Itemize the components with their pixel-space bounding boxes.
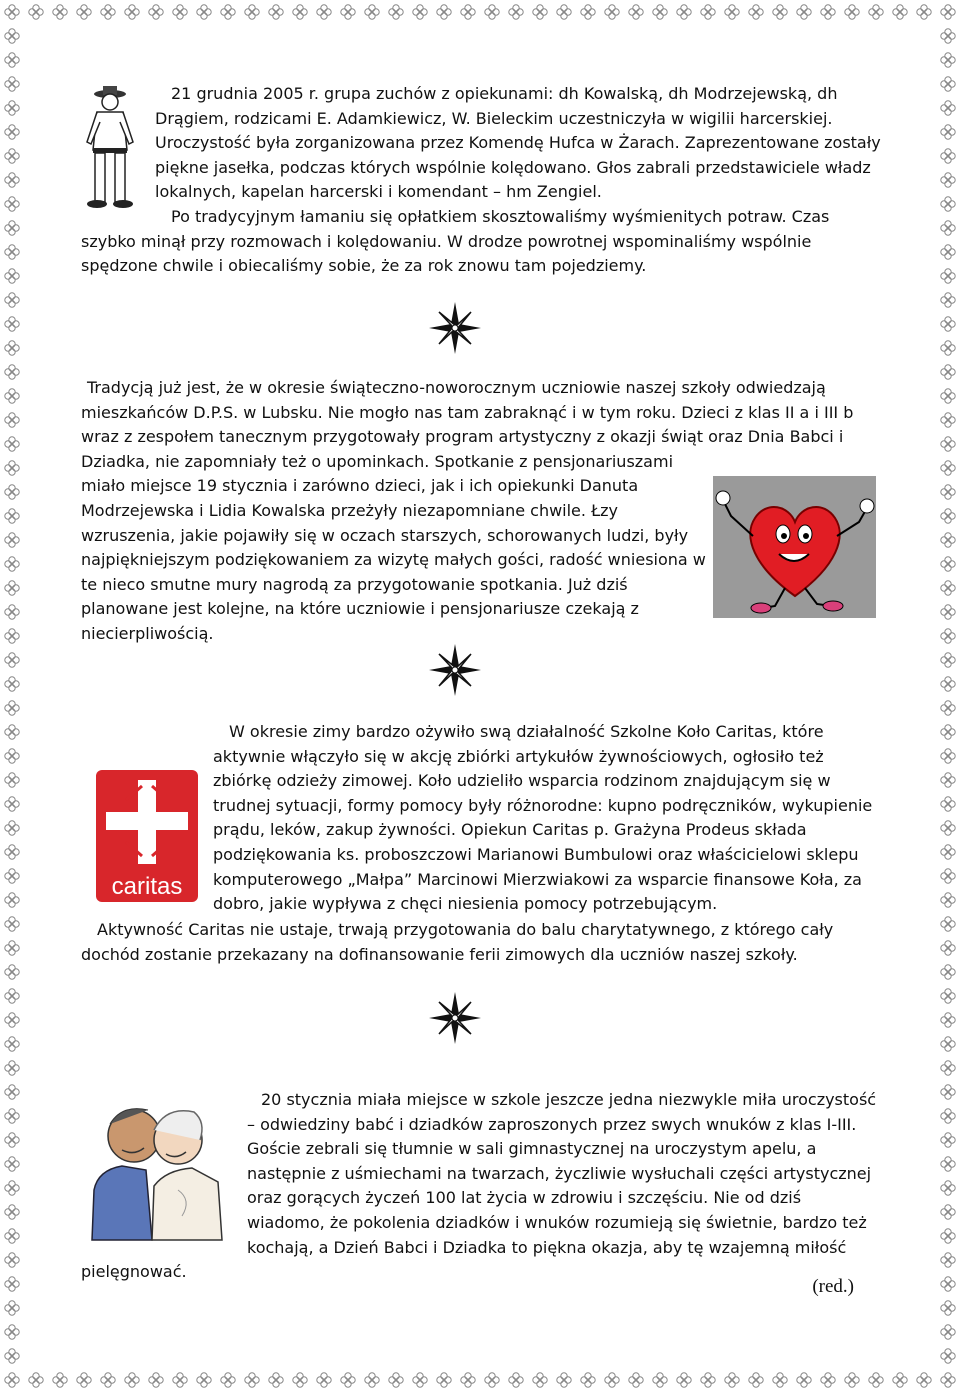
article-scouts (81, 82, 881, 279)
compass-star-icon (429, 302, 481, 354)
article-scouts-paragraph-1: 21 grudnia 2005 r. grupa zuchów z opiekunami: dh Kowalską, dh Modrzejewską, dh Drągiem, rodzicami E. Adamkiewicz, W. Bieleckim uczestniczyła w wigilii harcerskiej. Uroczystość była zorganizowana przez Komendę Hufca w Żarach. Zaprezentowane zostały piękne jasełka, podczas których wspólnie kolędowano. Głos zabrali przedstawiciele władz lokalnych, kapelan harcerski i komendant – hm Zengiel. (155, 84, 881, 202)
article-dps-visit-paragraph: Tradycją już jest, że w okresie świąteczno-noworocznym uczniowie naszej szkoły odwiedzają mieszkańców D.P.S. w Lubsku. Nie mogło nas tam zabraknąć i w tym roku. Dzieci z klas II a i III b wraz z zespołem tanecznym przygotowały program artystyczny z okazji świąt oraz Dnia Babci i Dziadka, nie zapomniały też o upominkach. Spotkanie z pensjonariuszami miało miejsce 19 stycznia i zarówno dzieci, jak i ich opiekunki Danuta Modrzejewska i Lidia Kowalska przeżyły niezapomniane chwile. Łzy wzruszenia, jakie pojawiły się w oczach starszych, schorowanych ludzi, były najpiękniejszym podziękowaniem za wizytę małych gości, radość wniesiona w te nieco smutne mury nagrodą za przygotowanie spotkania. Już dziś planowane jest kolejne, na które uczniowie i pensjonariusze czekają z niecierpliwością. (81, 378, 854, 643)
article-caritas-paragraph-1: W okresie zimy bardzo ożywiło swą działalność Szkolne Koło Caritas, które aktywnie włączyło się w akcję zbiórki artykułów żywnościowych, ogłosiło też zbiórkę odzieży zimowej. Koło udzieliło wsparcia rodzinom znajdującym się w trudnej sytuacji, formy pomocy były różnorodne: kupno podręczników, wykupienie prądu, leków, zakup żywności. Opiekun Caritas p. Grażyna Prodeus składa podziękowania ks. proboszczowi Marianowi Bumbulowi oraz właścicielowi sklepu komputerowego „Małpa” Marcinowi Mierzwiakowi za wsparcie finansowe Koła, za dobro, jakie wypływa z chęci niesienia pomocy potrzebującym. (213, 722, 873, 914)
compass-star-icon (429, 644, 481, 696)
article-caritas (81, 720, 881, 967)
signature: (red.) (812, 1276, 854, 1297)
caritas-logo (96, 770, 198, 902)
elderly-couple-icon (82, 1090, 230, 1242)
dancing-heart-icon (713, 476, 876, 618)
compass-star-icon (429, 992, 481, 1044)
article-caritas-paragraph-2: Aktywność Caritas nie ustaje, trwają przygotowania do balu charytatywnego, z którego cały dochód zostanie przekazany na dofinansowanie ferii zimowych dla uczniów naszej szkoły. (81, 920, 834, 964)
caritas-logo-text: caritas (111, 873, 183, 900)
article-grandparents-day-paragraph: 20 stycznia miała miejsce w szkole jeszcze jedna niezwykle miła uroczystość – odwiedziny babć i dziadków zaproszonych przez swych wnuków z klas I-III. Goście zebrali się tłumnie w sali gimnastycznej na uroczystym apelu, a następnie z uśmiechami na twarzach, życzliwie wysłuchali części artystycznej oraz gorących życzeń 100 lat życia w zdrowiu i szczęściu. Nie od dziś wiadomo, że pokolenia dziadków i wnuków rozumieją się świetnie, bardzo też kochają, a Dzień Babci i Dziadka to piękna okazja, aby tę wzajemną miłość pielęgnować. (81, 1090, 877, 1282)
article-scouts-paragraph-2: Po tradycyjnym łamaniu się opłatkiem skosztowaliśmy wyśmienitych potraw. Czas szybko minął przy rozmowach i kolędowaniu. W drodze powrotnej wspominaliśmy wspólnie spędzone chwile i obiecaliśmy sobie, że za rok znowu tam pojedziemy. (81, 206, 830, 276)
